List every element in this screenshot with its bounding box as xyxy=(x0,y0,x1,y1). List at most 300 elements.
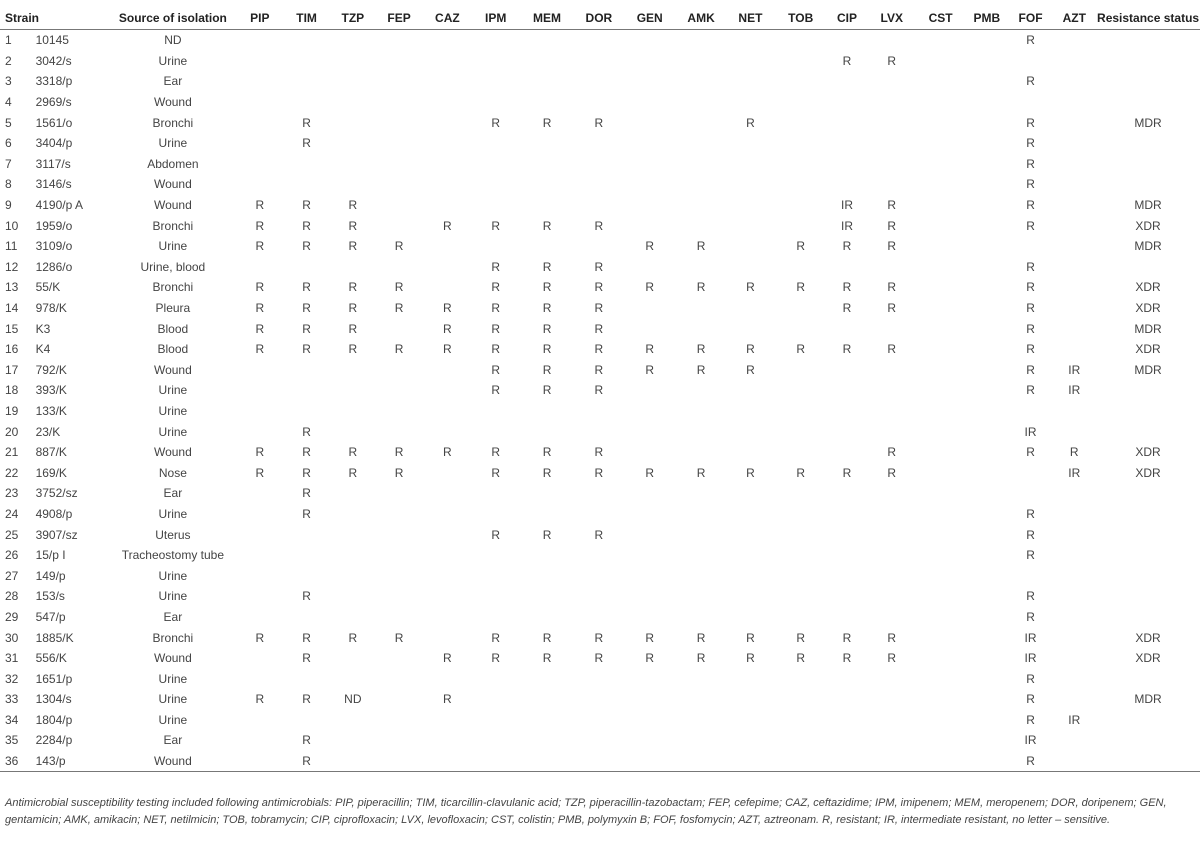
result-tob xyxy=(775,318,827,339)
result-azt xyxy=(1052,668,1096,689)
isolation-source: Bronchi xyxy=(152,115,194,130)
result-tob: R xyxy=(796,630,806,645)
result-mem xyxy=(520,30,575,51)
result-fof xyxy=(1009,401,1053,422)
result-caz xyxy=(423,607,472,628)
result-lvx: R xyxy=(887,465,897,480)
table-row xyxy=(0,730,1200,751)
isolation-source: Urine xyxy=(158,568,188,583)
result-pmb xyxy=(965,730,1009,751)
result-gen xyxy=(623,298,676,319)
result-azt xyxy=(1052,51,1096,72)
result-pmb xyxy=(965,298,1009,319)
result-tzp: ND xyxy=(344,692,362,707)
result-azt xyxy=(1052,545,1096,566)
row-number: 22 xyxy=(5,465,19,480)
result-cst xyxy=(916,133,965,154)
result-caz: R xyxy=(443,692,452,707)
result-fof: IR xyxy=(1024,630,1037,645)
result-gen xyxy=(623,133,676,154)
result-lvx: R xyxy=(887,53,897,68)
result-amk xyxy=(676,215,726,236)
strain-id: 15/p I xyxy=(35,548,66,563)
resistance-status: MDR xyxy=(1134,362,1162,377)
strain-id: 133/K xyxy=(35,403,67,418)
table-row xyxy=(0,360,1200,381)
result-pmb xyxy=(965,277,1009,298)
result-cst xyxy=(916,730,965,751)
result-cip xyxy=(827,524,868,545)
result-cip: R xyxy=(842,301,852,316)
header-net: NET xyxy=(726,7,775,30)
result-caz: R xyxy=(443,321,452,336)
isolation-source: Bronchi xyxy=(152,280,194,295)
result-tzp xyxy=(330,380,375,401)
result-fof: R xyxy=(1026,156,1035,171)
result-dor xyxy=(574,133,623,154)
row-number: 9 xyxy=(5,198,12,213)
result-dor xyxy=(574,668,623,689)
result-ipm xyxy=(472,195,520,216)
result-cip: IR xyxy=(841,198,853,213)
result-azt xyxy=(1052,648,1096,669)
result-caz: R xyxy=(443,342,452,357)
result-tzp xyxy=(330,51,375,72)
strain-id: K3 xyxy=(35,321,51,336)
result-net xyxy=(726,607,775,628)
strain-id: 23/K xyxy=(35,424,61,439)
result-dor xyxy=(574,92,623,113)
strain-id: 55/K xyxy=(35,280,61,295)
result-cip xyxy=(827,92,868,113)
result-tob xyxy=(775,689,827,710)
result-gen xyxy=(623,751,676,772)
row-number: 17 xyxy=(5,362,19,377)
result-caz xyxy=(423,483,472,504)
strain-id: 3318/p xyxy=(35,74,73,89)
result-ipm xyxy=(472,483,520,504)
result-lvx xyxy=(867,30,916,51)
result-fof: R xyxy=(1026,198,1035,213)
strain-id: 1561/o xyxy=(35,115,73,130)
result-ipm: R xyxy=(491,630,501,645)
result-dor: R xyxy=(594,383,604,398)
result-tim: R xyxy=(302,321,311,336)
isolation-source: Urine xyxy=(158,136,188,151)
result-gen xyxy=(623,586,676,607)
result-lvx xyxy=(867,565,916,586)
result-tob xyxy=(775,545,827,566)
result-lvx: R xyxy=(887,630,897,645)
result-ipm xyxy=(472,504,520,525)
result-net xyxy=(726,30,775,51)
table-row xyxy=(0,154,1200,175)
result-pip xyxy=(237,360,283,381)
isolation-source: Urine xyxy=(158,589,188,604)
isolation-source: Wound xyxy=(153,362,192,377)
result-cip: R xyxy=(842,651,852,666)
result-cst xyxy=(916,710,965,731)
result-tob xyxy=(775,174,827,195)
result-tzp xyxy=(330,504,375,525)
result-fof: IR xyxy=(1024,424,1037,439)
result-fof xyxy=(1009,236,1053,257)
strain-id: 4190/p A xyxy=(35,198,83,213)
strain-id: 792/K xyxy=(35,362,67,377)
result-amk xyxy=(676,483,726,504)
result-tzp: R xyxy=(348,630,358,645)
result-azt xyxy=(1052,421,1096,442)
result-ipm xyxy=(472,689,520,710)
table-footnote: Antimicrobial susceptibility testing included following antimicrobials: PIP, piperacillin; TIM, ticarcillin-clavulanic acid; TZP, piperacillin-tazobactam; FEP, cefepime; CAZ, ceftazidime; IPM, imipenem; MEM, meropenem; DOR, doripenem; GEN, gentamicin; AMK, amikacin; NET, netilmicin; TOB, tobramycin; CIP, ciprofloxacin; LVX, levofloxacin; CST, colistin; PMB, polymyxin B; FOF, fosfomycin; AZT, aztreonam. R, resistant; IR, intermediate resistant, no letter – sensitive. xyxy=(5,797,1167,826)
result-caz xyxy=(423,462,472,483)
result-pip: R xyxy=(255,445,265,460)
result-tim xyxy=(283,524,331,545)
result-lvx xyxy=(867,318,916,339)
result-fof: R xyxy=(1026,712,1035,727)
result-mem: R xyxy=(542,342,552,357)
result-mem: R xyxy=(542,321,552,336)
result-tob xyxy=(775,710,827,731)
row-number: 35 xyxy=(5,733,19,748)
result-pmb xyxy=(965,627,1009,648)
result-fep xyxy=(375,215,423,236)
result-tim xyxy=(283,154,331,175)
result-fof: R xyxy=(1026,362,1035,377)
result-amk: R xyxy=(696,651,706,666)
result-dor: R xyxy=(594,527,604,542)
isolation-source: Ear xyxy=(163,733,183,748)
result-amk: R xyxy=(696,342,706,357)
isolation-source: Ear xyxy=(163,486,183,501)
strain-id: 3042/s xyxy=(35,53,72,68)
result-ipm: R xyxy=(491,527,501,542)
result-lvx xyxy=(867,401,916,422)
result-tim xyxy=(283,668,331,689)
result-net xyxy=(726,298,775,319)
result-tim xyxy=(283,710,331,731)
result-cip xyxy=(827,545,868,566)
isolation-source: Urine xyxy=(158,53,188,68)
result-tob xyxy=(775,112,827,133)
row-number: 8 xyxy=(5,177,12,192)
row-number: 23 xyxy=(5,486,19,501)
result-cst xyxy=(916,380,965,401)
table-row xyxy=(0,565,1200,586)
row-number: 24 xyxy=(5,506,19,521)
result-caz xyxy=(423,627,472,648)
result-fep: R xyxy=(394,445,404,460)
result-tzp: R xyxy=(348,239,358,254)
result-tzp: R xyxy=(348,198,358,213)
result-mem: R xyxy=(542,280,552,295)
row-number: 11 xyxy=(5,239,18,254)
result-fof: R xyxy=(1026,136,1035,151)
result-tim xyxy=(283,257,331,278)
result-cip xyxy=(827,154,868,175)
resistance-status xyxy=(1096,154,1200,175)
result-cst xyxy=(916,51,965,72)
result-tim: R xyxy=(302,589,311,604)
result-gen: R xyxy=(645,342,655,357)
result-net xyxy=(726,524,775,545)
result-fof: IR xyxy=(1024,651,1037,666)
result-net xyxy=(726,71,775,92)
result-net xyxy=(726,545,775,566)
result-mem: R xyxy=(542,362,552,377)
result-tzp xyxy=(330,668,375,689)
row-number: 25 xyxy=(5,527,19,542)
result-fof: R xyxy=(1026,177,1035,192)
result-tzp xyxy=(330,92,375,113)
header-tzp: TZP xyxy=(330,7,375,30)
result-fep xyxy=(375,524,423,545)
result-fof: R xyxy=(1026,506,1035,521)
result-amk xyxy=(676,380,726,401)
result-lvx: R xyxy=(887,342,897,357)
result-lvx xyxy=(867,421,916,442)
result-lvx: R xyxy=(887,218,897,233)
result-net xyxy=(726,92,775,113)
result-amk xyxy=(676,710,726,731)
result-gen xyxy=(623,565,676,586)
result-lvx xyxy=(867,174,916,195)
row-number: 2 xyxy=(5,53,12,68)
result-lvx xyxy=(867,483,916,504)
result-net xyxy=(726,442,775,463)
resistance-status xyxy=(1096,504,1200,525)
result-fep xyxy=(375,360,423,381)
result-ipm xyxy=(472,607,520,628)
result-pmb xyxy=(965,462,1009,483)
resistance-status: XDR xyxy=(1135,651,1161,666)
result-caz: R xyxy=(443,301,452,316)
result-cst xyxy=(916,215,965,236)
result-azt xyxy=(1052,298,1096,319)
result-fof: R xyxy=(1026,115,1035,130)
isolation-source: Urine xyxy=(158,671,188,686)
row-number: 16 xyxy=(5,342,19,357)
result-pmb xyxy=(965,524,1009,545)
table-row xyxy=(0,689,1200,710)
result-pip xyxy=(237,92,283,113)
result-tzp xyxy=(330,112,375,133)
result-pmb xyxy=(965,483,1009,504)
result-net xyxy=(726,504,775,525)
result-tob xyxy=(775,524,827,545)
result-pmb xyxy=(965,318,1009,339)
result-azt: IR xyxy=(1068,362,1081,377)
row-number: 30 xyxy=(5,630,19,645)
result-cip xyxy=(827,751,868,772)
result-cst xyxy=(916,298,965,319)
result-gen xyxy=(623,689,676,710)
result-dor: R xyxy=(594,259,604,274)
result-lvx xyxy=(867,730,916,751)
result-ipm: R xyxy=(491,651,501,666)
result-amk xyxy=(676,112,726,133)
result-amk xyxy=(676,71,726,92)
result-cst xyxy=(916,668,965,689)
result-net xyxy=(726,133,775,154)
table-row xyxy=(0,133,1200,154)
result-azt xyxy=(1052,112,1096,133)
result-tim xyxy=(283,380,331,401)
table-row xyxy=(0,112,1200,133)
result-pip xyxy=(237,565,283,586)
result-cst xyxy=(916,545,965,566)
result-cst xyxy=(916,627,965,648)
row-number: 27 xyxy=(5,568,19,583)
table-row xyxy=(0,236,1200,257)
result-lvx xyxy=(867,257,916,278)
strain-id: 1885/K xyxy=(35,630,74,645)
result-amk xyxy=(676,524,726,545)
result-tob xyxy=(775,401,827,422)
result-pip: R xyxy=(255,630,265,645)
result-lvx xyxy=(867,586,916,607)
result-cip xyxy=(827,30,868,51)
result-mem: R xyxy=(542,445,552,460)
isolation-source: Urine xyxy=(158,383,188,398)
isolation-source: Blood xyxy=(157,342,189,357)
result-pmb xyxy=(965,92,1009,113)
result-caz xyxy=(423,236,472,257)
result-dor: R xyxy=(594,630,604,645)
result-ipm xyxy=(472,565,520,586)
result-cst xyxy=(916,360,965,381)
result-caz xyxy=(423,668,472,689)
result-mem xyxy=(520,195,575,216)
row-number: 31 xyxy=(5,651,19,666)
result-mem xyxy=(520,51,575,72)
result-tzp xyxy=(330,257,375,278)
resistance-status xyxy=(1096,483,1200,504)
result-tim: R xyxy=(302,506,311,521)
result-caz xyxy=(423,586,472,607)
row-number: 19 xyxy=(5,403,19,418)
result-azt xyxy=(1052,277,1096,298)
result-net xyxy=(726,257,775,278)
result-dor xyxy=(574,401,623,422)
result-pip: R xyxy=(255,342,265,357)
table-row xyxy=(0,462,1200,483)
result-amk xyxy=(676,92,726,113)
resistance-status: XDR xyxy=(1135,630,1161,645)
result-fep: R xyxy=(394,630,404,645)
row-number: 28 xyxy=(5,589,19,604)
row-number: 34 xyxy=(5,712,19,727)
strain-id: 3109/o xyxy=(35,239,73,254)
result-tzp xyxy=(330,586,375,607)
strain-id: 3907/sz xyxy=(35,527,78,542)
result-net xyxy=(726,586,775,607)
result-cip xyxy=(827,730,868,751)
result-pmb xyxy=(965,504,1009,525)
result-pmb xyxy=(965,380,1009,401)
result-caz xyxy=(423,51,472,72)
result-ipm: R xyxy=(491,301,501,316)
row-number: 20 xyxy=(5,424,19,439)
result-net xyxy=(726,401,775,422)
result-amk xyxy=(676,298,726,319)
result-net xyxy=(726,689,775,710)
result-net xyxy=(726,236,775,257)
result-pmb xyxy=(965,668,1009,689)
table-row xyxy=(0,668,1200,689)
result-lvx xyxy=(867,524,916,545)
result-tob xyxy=(775,565,827,586)
result-azt xyxy=(1052,504,1096,525)
result-azt: IR xyxy=(1068,465,1081,480)
result-fep xyxy=(375,257,423,278)
row-number: 1 xyxy=(5,33,12,48)
result-cst xyxy=(916,648,965,669)
result-ipm xyxy=(472,51,520,72)
strain-id: 1286/o xyxy=(35,259,73,274)
result-gen xyxy=(623,668,676,689)
result-pmb xyxy=(965,174,1009,195)
result-fep xyxy=(375,689,423,710)
header-tim: TIM xyxy=(283,7,331,30)
result-tob xyxy=(775,360,827,381)
result-tob xyxy=(775,504,827,525)
result-ipm: R xyxy=(491,362,501,377)
header-ipm: IPM xyxy=(472,7,520,30)
result-gen xyxy=(623,607,676,628)
result-azt: IR xyxy=(1068,383,1081,398)
result-net xyxy=(726,668,775,689)
isolation-source: Nose xyxy=(158,465,187,480)
isolation-source: Wound xyxy=(109,751,237,772)
result-lvx xyxy=(867,751,916,772)
result-fof: R xyxy=(1026,280,1035,295)
result-gen xyxy=(623,524,676,545)
table-row xyxy=(0,30,1200,51)
isolation-source: Ear xyxy=(163,609,183,624)
result-caz xyxy=(423,380,472,401)
table-row xyxy=(0,524,1200,545)
table-row xyxy=(0,298,1200,319)
result-mem xyxy=(520,174,575,195)
result-net: R xyxy=(746,651,755,666)
resistance-status: MDR xyxy=(1134,115,1162,130)
result-fof xyxy=(1009,51,1053,72)
result-fof: R xyxy=(1026,383,1035,398)
result-mem xyxy=(520,607,575,628)
result-ipm xyxy=(472,174,520,195)
result-pip xyxy=(237,710,283,731)
result-fof: R xyxy=(1009,751,1053,772)
result-pip xyxy=(237,483,283,504)
result-cst xyxy=(916,586,965,607)
resistance-status xyxy=(1096,586,1200,607)
result-tob xyxy=(775,668,827,689)
resistance-status: XDR xyxy=(1135,280,1161,295)
result-tob xyxy=(775,215,827,236)
result-tob xyxy=(775,730,827,751)
resistance-status: XDR xyxy=(1135,465,1161,480)
resistance-status xyxy=(1096,565,1200,586)
result-cip xyxy=(827,112,868,133)
result-ipm: R xyxy=(491,280,501,295)
table-row xyxy=(0,504,1200,525)
result-cst xyxy=(916,401,965,422)
result-pmb xyxy=(965,257,1009,278)
result-amk: R xyxy=(696,630,706,645)
row-number: 12 xyxy=(5,259,19,274)
result-ipm xyxy=(472,751,520,772)
